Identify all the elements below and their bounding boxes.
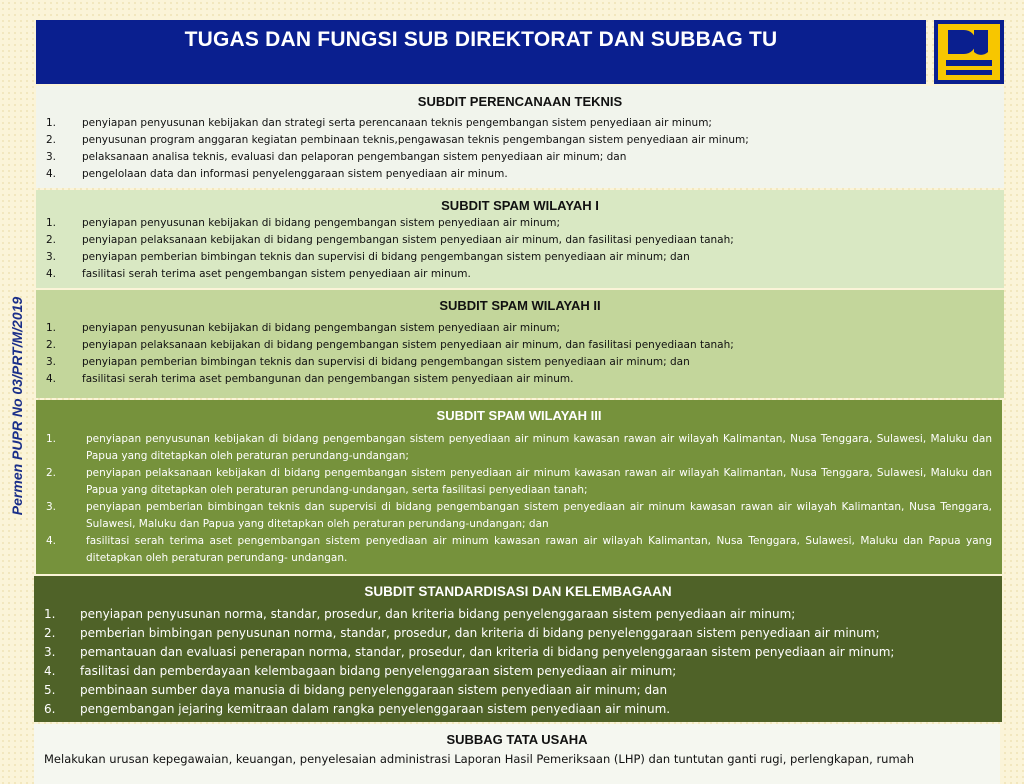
item-number: 3. — [44, 645, 56, 659]
item-number: 2. — [46, 134, 57, 146]
item-text: penyiapan pelaksanaan kebijakan di bidang pengembangan sistem penyediaan air minum, dan fasilitasi penyediaan tanah; — [82, 339, 734, 351]
item-number: 2. — [46, 339, 57, 351]
item-text: fasilitasi dan pemberdayaan kelembagaan bidang penyelenggaraan sistem penyediaan air minum; — [80, 664, 677, 678]
item-number: 2. — [46, 234, 57, 246]
list-item — [46, 266, 994, 283]
list-item — [46, 499, 992, 533]
item-number: 1. — [46, 433, 57, 445]
list-item — [46, 337, 994, 354]
section-subbag-tata-usaha — [34, 724, 1000, 784]
item-text: pemberian bimbingan penyusunan norma, standar, prosedur, dan kriteria di bidang penyelenggaraan sistem penyediaan air minum; — [80, 626, 880, 640]
item-number: 3. — [46, 356, 57, 368]
item-number: 1. — [46, 322, 57, 334]
item-number: 1. — [46, 217, 57, 229]
duty-list — [46, 215, 994, 283]
item-text: penyiapan penyusunan norma, standar, prosedur, dan kriteria bidang penyelenggaraan sistem penyediaan air minum; — [80, 607, 796, 621]
item-text: penyiapan pelaksanaan kebijakan di bidang pengembangan sistem penyediaan air minum, dan fasilitasi penyediaan tanah; — [82, 234, 734, 246]
item-text: penyiapan penyusunan kebijakan di bidang pengembangan sistem penyediaan air minum; — [82, 217, 561, 229]
list-item — [46, 371, 994, 388]
section-standardisasi-kelembagaan — [34, 576, 1002, 722]
section-spam-wilayah-1 — [36, 190, 1004, 288]
list-item — [44, 681, 992, 700]
item-number: 4. — [46, 168, 57, 180]
item-number: 3. — [46, 501, 57, 513]
regulation-label-text: Permen PUPR No 03/PRT/M/2019 — [9, 296, 25, 516]
item-number: 1. — [46, 117, 57, 129]
item-number: 4. — [44, 664, 56, 678]
item-text: fasilitasi serah terima aset pembangunan dan pengembangan sistem penyediaan air minum. — [82, 373, 574, 385]
page-title: TUGAS DAN FUNGSI SUB DIREKTORAT DAN SUBBAG TU — [184, 28, 778, 51]
item-text: pembinaan sumber daya manusia di bidang penyelenggaraan sistem penyediaan air minum; dan — [80, 683, 668, 697]
item-text: pengelolaan data dan informasi penyelenggaraan sistem penyediaan air minum. — [82, 168, 508, 180]
item-text: pelaksanaan analisa teknis, evaluasi dan pelaporan pengembangan sistem penyediaan air minum; dan — [82, 151, 627, 163]
list-item — [46, 465, 992, 499]
section-spam-wilayah-2 — [36, 290, 1004, 398]
duty-list — [44, 605, 992, 719]
list-item — [46, 149, 994, 166]
item-text: penyiapan pemberian bimbingan teknis dan supervisi di bidang pengembangan sistem penyediaan air minum kawasan rawan air wilayah Kalimantan, Nusa Tenggara, Sulawesi, Maluku dan Papua yang ditetapkan oleh peraturan perundang-undangan; dan — [86, 501, 992, 530]
regulation-side-label — [2, 268, 32, 544]
list-item — [44, 624, 992, 643]
item-number: 4. — [46, 373, 57, 385]
list-item — [46, 232, 994, 249]
list-item — [44, 700, 992, 719]
item-text: fasilitasi serah terima aset pengembangan sistem penyediaan air minum. — [82, 268, 471, 280]
item-text: penyiapan pelaksanaan kebijakan di bidang pengembangan sistem penyediaan air minum kawasan rawan air wilayah Kalimantan, Nusa Tenggara, Sulawesi, Maluku dan Papua yang ditetapkan oleh peraturan perundang-undangan, serta fasilitasi penyediaan tanah; — [86, 467, 992, 496]
list-item — [44, 643, 992, 662]
list-item — [44, 605, 992, 624]
list-item — [46, 249, 994, 266]
section-title: SUBBAG TATA USAHA — [446, 732, 588, 747]
list-item — [44, 662, 992, 681]
list-item — [46, 354, 994, 371]
item-text: pemantauan dan evaluasi penerapan norma, standar, prosedur, dan kriteria di bidang penyelenggaraan sistem penyediaan air minum; — [80, 645, 895, 659]
list-item — [46, 115, 994, 132]
item-number: 2. — [46, 467, 57, 479]
list-item — [46, 166, 994, 183]
section-title: SUBDIT STANDARDISASI DAN KELEMBAGAAN — [364, 584, 672, 599]
item-text: fasilitasi serah terima aset pengembangan sistem penyediaan air minum kawasan rawan air wilayah Kalimantan, Nusa Tenggara, Sulawesi, Maluku dan Papua yang ditetapkan oleh peraturan perundang- undangan. — [86, 535, 992, 564]
header-bar — [36, 20, 926, 84]
section-spam-wilayah-3 — [36, 400, 1002, 574]
item-number: 4. — [46, 268, 57, 280]
item-number: 4. — [46, 535, 57, 547]
item-text: penyiapan pemberian bimbingan teknis dan supervisi di bidang pengembangan sistem penyediaan air minum; dan — [82, 356, 690, 368]
item-text: penyiapan penyusunan kebijakan di bidang pengembangan sistem penyediaan air minum kawasan rawan air wilayah Kalimantan, Nusa Tenggara, Sulawesi, Maluku dan Papua yang ditetapkan oleh peraturan perundang-undangan; — [86, 433, 992, 462]
section-title: SUBDIT PERENCANAAN TEKNIS — [417, 94, 623, 109]
item-number: 3. — [46, 251, 57, 263]
item-text: penyiapan pemberian bimbingan teknis dan supervisi di bidang pengembangan sistem penyediaan air minum; dan — [82, 251, 690, 263]
item-number: 6. — [44, 702, 56, 716]
duty-list — [46, 431, 992, 567]
section-title: SUBDIT SPAM WILAYAH I — [441, 198, 599, 213]
item-text: penyusunan program anggaran kegiatan pembinaan teknis,pengawasan teknis pengembangan sistem penyediaan air minum; — [82, 134, 749, 146]
list-item — [46, 431, 992, 465]
item-text: penyiapan penyusunan kebijakan dan strategi serta perencanaan teknis pengembangan sistem penyediaan air minum; — [82, 117, 712, 129]
subbag-description: Melakukan urusan kepegawaian, keuangan, penyelesaian administrasi Laporan Hasil Pemeriksaan (LHP) dan tuntutan ganti rugi, perlengkapan, rumah — [44, 752, 915, 766]
list-item — [46, 132, 994, 149]
item-number: 5. — [44, 683, 56, 697]
item-number: 2. — [44, 626, 56, 640]
section-perencanaan-teknis — [36, 86, 1004, 188]
item-text: penyiapan penyusunan kebijakan di bidang pengembangan sistem penyediaan air minum; — [82, 322, 561, 334]
item-number: 3. — [46, 151, 57, 163]
section-title: SUBDIT SPAM WILAYAH II — [439, 298, 601, 313]
list-item — [46, 320, 994, 337]
section-title: SUBDIT SPAM WILAYAH III — [436, 408, 602, 423]
list-item — [46, 215, 994, 232]
duty-list — [46, 320, 994, 388]
duty-list — [46, 115, 994, 183]
item-number: 1. — [44, 607, 56, 621]
pu-logo-icon — [934, 20, 1004, 84]
list-item — [46, 533, 992, 567]
pu-logo — [934, 20, 1004, 84]
item-text: pengembangan jejaring kemitraan dalam rangka penyelenggaraan sistem penyediaan air minum. — [80, 702, 671, 716]
